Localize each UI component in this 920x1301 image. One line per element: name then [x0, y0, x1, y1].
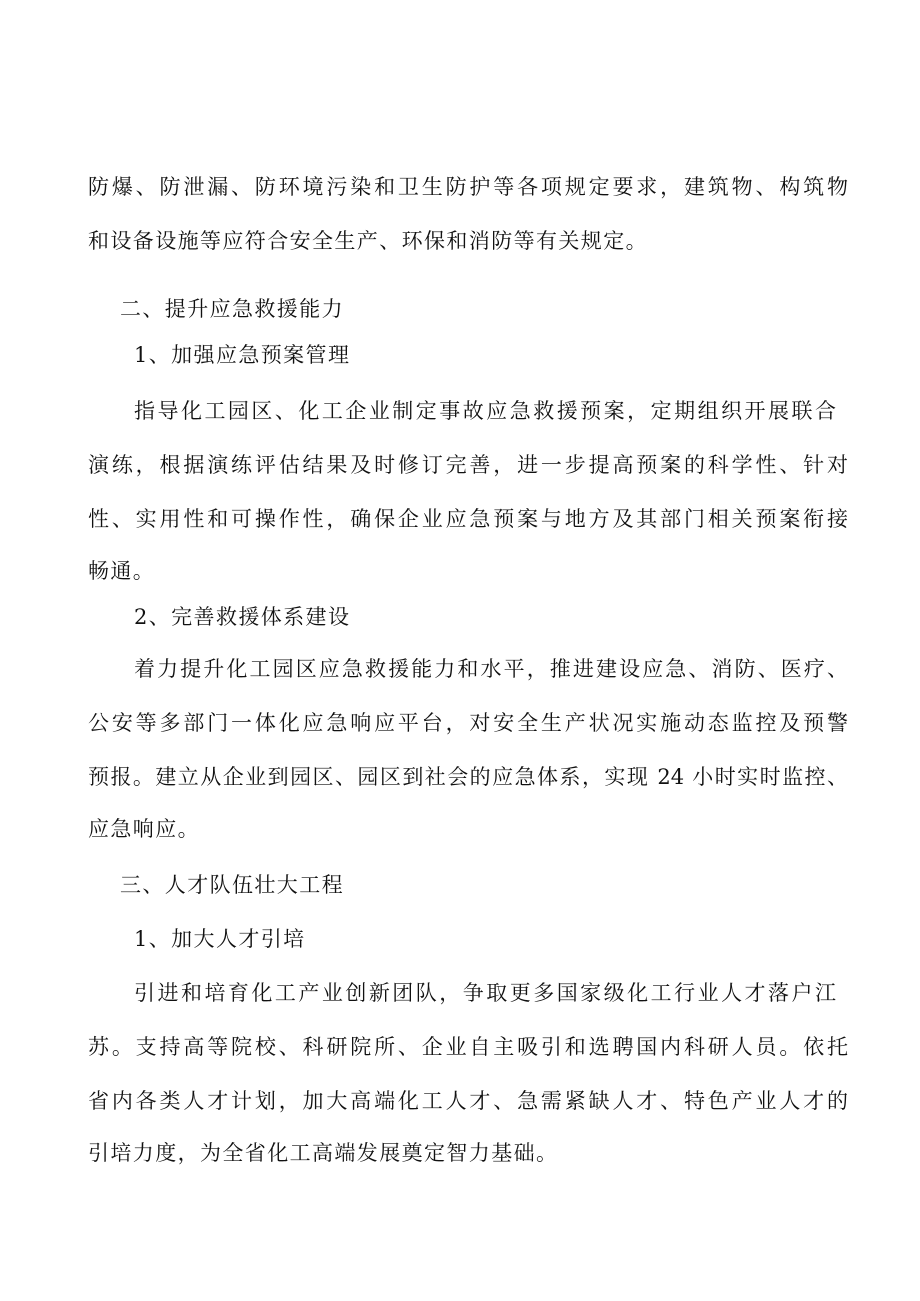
section2-heading: 二、提升应急救援能力: [120, 297, 344, 321]
section3-sub1-line-3: 省内各类人才计划，加大高端化工人才、急需紧缺人才、特色产业人才的: [88, 1089, 848, 1113]
section2-sub2-heading: 2、完善救援体系建设: [134, 605, 351, 629]
section3-sub1-heading: 1、加大人才引培: [134, 927, 306, 951]
section3-sub1-line-4: 引培力度，为全省化工高端发展奠定智力基础。: [88, 1141, 559, 1165]
section3-heading: 三、人才队伍壮大工程: [120, 873, 344, 897]
section2-sub2-line-1: 着力提升化工园区应急救援能力和水平，推进建设应急、消防、医疗、: [134, 657, 848, 681]
section2-sub2-line-4: 应急响应。: [88, 817, 200, 841]
section2-sub1-heading: 1、加强应急预案管理: [134, 343, 351, 367]
section2-sub1-line-1: 指导化工园区、化工企业制定事故应急救援预案，定期组织开展联合: [134, 399, 836, 423]
section3-sub1-line-1: 引进和培育化工产业创新团队，争取更多国家级化工行业人才落户江: [134, 981, 836, 1005]
section2-sub2-line-2: 公安等多部门一体化应急响应平台，对安全生产状况实施动态监控及预警: [88, 711, 848, 735]
section3-sub1-line-2: 苏。支持高等院校、科研院所、企业自主吸引和选聘国内科研人员。依托: [88, 1035, 848, 1059]
section2-sub1-line-3: 性、实用性和可操作性，确保企业应急预案与地方及其部门相关预案衔接: [88, 507, 848, 531]
section2-sub1-line-2: 演练，根据演练评估结果及时修订完善，进一步提高预案的科学性、针对: [88, 453, 848, 477]
section2-sub2-line-3: 预报。建立从企业到园区、园区到社会的应急体系，实现 24 小时实时监控、: [88, 765, 848, 789]
intro-line-1: 防爆、防泄漏、防环境污染和卫生防护等各项规定要求，建筑物、构筑物: [88, 175, 848, 199]
intro-line-2: 和设备设施等应符合安全生产、环保和消防等有关规定。: [88, 229, 648, 253]
section2-sub1-line-4: 畅通。: [88, 559, 156, 583]
